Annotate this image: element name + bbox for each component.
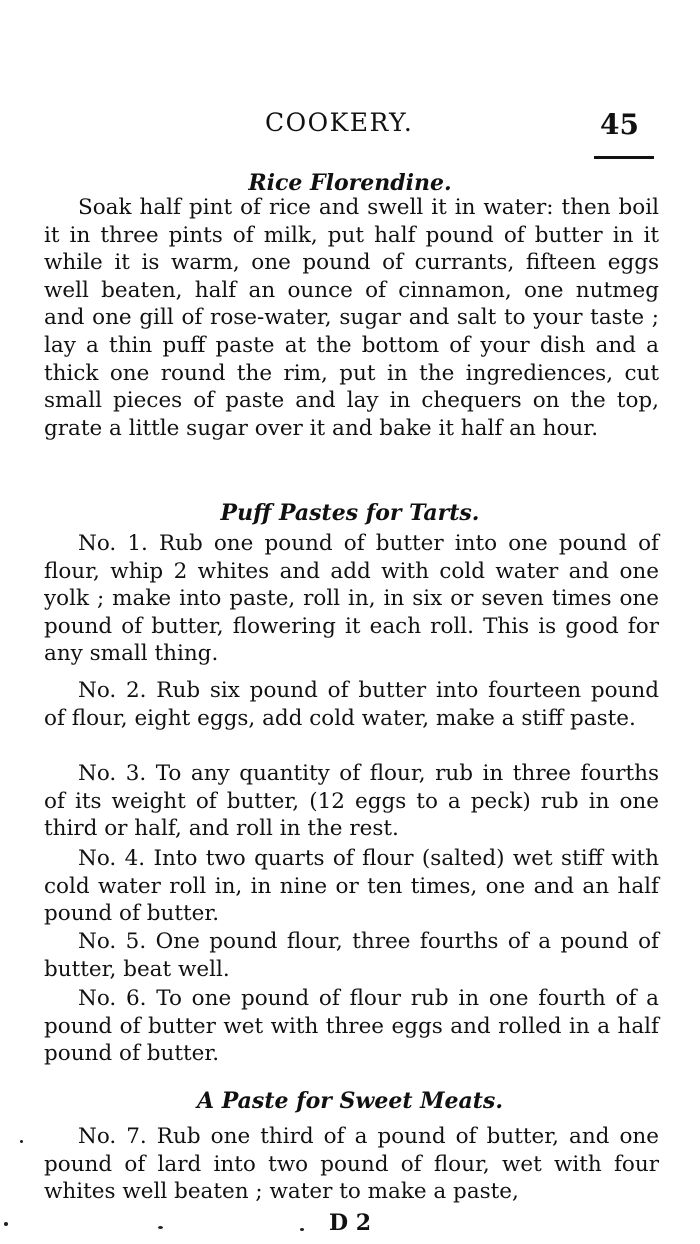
scan-speck <box>158 1226 163 1229</box>
section-title-sweet-meats: A Paste for Sweet Meats. <box>197 1088 503 1114</box>
recipe-no-2: No. 2. Rub six pound of butter into fourteen pound of flour, eight eggs, add cold water, make a stiff paste. <box>44 678 659 731</box>
recipe-no-4: No. 4. Into two quarts of flour (salted) wet stiff with cold water roll in, in nine or ten times, one and an half pound of butter. <box>44 846 659 927</box>
paragraph-rice-florendine: Soak half pint of rice and swell it in water: then boil it in three pints of milk, put half pound of butter in it while it is warm, one pound of currants, fifteen eggs well beaten, half an ounce of cinnamon, one nutmeg and one gill of rose-water, sugar and salt to your taste ; lay a thin puff paste at the bottom of your dish and a thick one round the rim, put in the ingrediences, cut small pieces of paste and lay in chequers on the top, grate a little sugar over it and bake it half an hour. <box>44 195 659 441</box>
running-title: COOKERY. <box>265 108 414 137</box>
recipe-no-7: No. 7. Rub one third of a pound of butter, and one pound of lard into two pound of flour, wet with four whites well beaten ; water to make a paste, <box>44 1124 659 1205</box>
scan-speck <box>300 1228 304 1231</box>
page-number: 45 <box>600 108 639 141</box>
signature-mark: D 2 <box>328 1210 372 1236</box>
page-header <box>0 108 700 148</box>
section-title-rice-florendine: Rice Florendine. <box>248 170 452 196</box>
scan-speck <box>4 1222 8 1226</box>
section-title-puff-pastes: Puff Pastes for Tarts. <box>220 500 480 526</box>
scan-speck <box>20 1140 23 1143</box>
recipe-no-1: No. 1. Rub one pound of butter into one pound of flour, whip 2 whites and add with cold water and one yolk ; make into paste, roll in, in six or seven times one pound of butter, flowering it each roll. This is good for any small thing. <box>44 531 659 667</box>
recipe-no-3: No. 3. To any quantity of flour, rub in three fourths of its weight of butter, (12 eggs to a peck) rub in one third or half, and roll in the rest. <box>44 761 659 842</box>
recipe-no-6: No. 6. To one pound of flour rub in one fourth of a pound of butter wet with three eggs and rolled in a half pound of butter. <box>44 986 659 1067</box>
recipe-no-5: No. 5. One pound flour, three fourths of a pound of butter, beat well. <box>44 929 659 982</box>
header-rule <box>594 156 654 159</box>
